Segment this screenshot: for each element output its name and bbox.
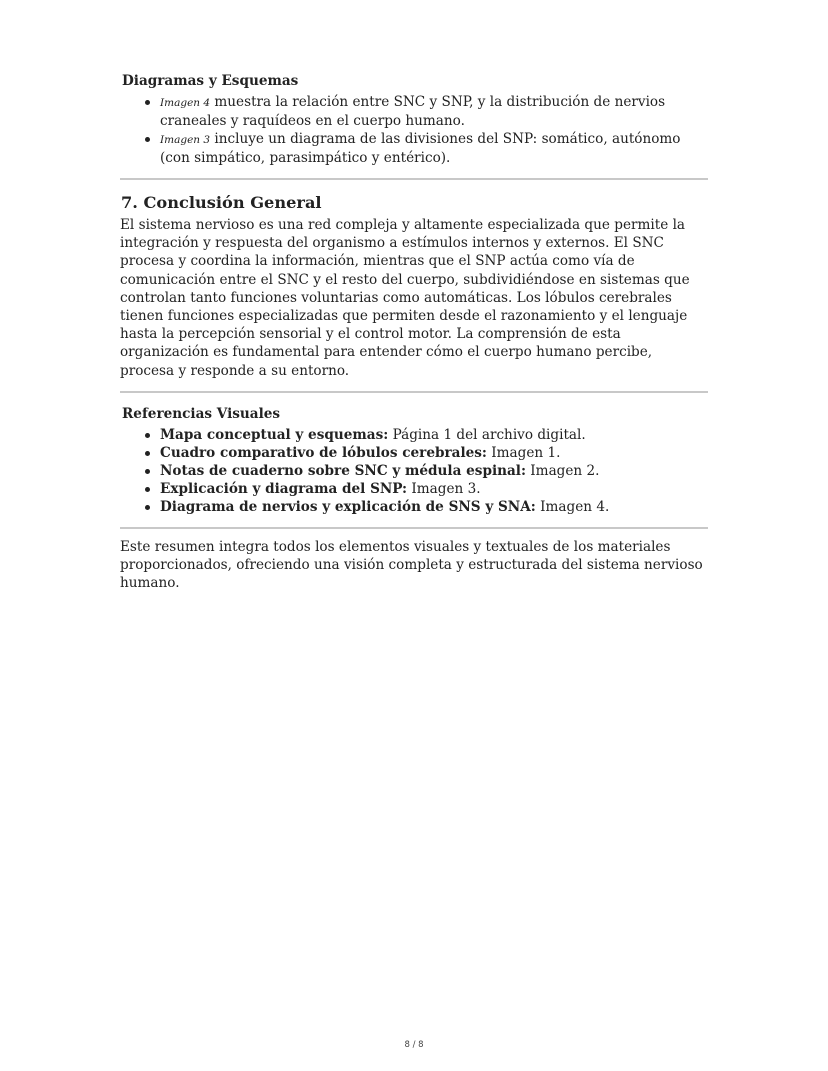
- list-item: [160, 93, 708, 130]
- diagramas-heading: Diagramas y Esquemas: [122, 73, 299, 89]
- reference-label: Mapa conceptual y esquemas:: [160, 426, 389, 443]
- reference-value: Imagen 2.: [525, 462, 600, 479]
- list-item: [160, 480, 708, 498]
- list-item: [160, 444, 708, 462]
- diagramas-section: [120, 72, 708, 167]
- conclusion-paragraph: El sistema nervioso es una red compleja y altamente especializada que permite la integración y respuesta del organismo a estímulos internos y externos. El SNC procesa y coordina la información, mientras que el SNP actúa como vía de comunicación entre el SNC y el resto del cuerpo, subdividiéndose en sistemas que controlan tanto funciones voluntarias como automáticas. Los lóbulos cerebrales tienen funciones especializadas que permiten desde el razonamiento y el lenguaje hasta la percepción sensorial y el control motor. La comprensión de esta organización es fundamental para entender cómo el cuerpo humano percibe, procesa y responde a su entorno.: [120, 217, 690, 379]
- document-page: [120, 72, 708, 592]
- closing-paragraph: Este resumen integra todos los elementos visuales y textuales de los materiales proporcionados, ofreciendo una visión completa y estructurada del sistema nervioso humano.: [120, 538, 703, 592]
- diagramas-list: [120, 93, 708, 167]
- list-item-text: muestra la relación entre SNC y SNP, y la distribución de nervios craneales y raquídeos en el cuerpo humano.: [160, 94, 666, 129]
- section-divider: [120, 391, 708, 393]
- section-divider: [120, 527, 708, 529]
- reference-label: Explicación y diagrama del SNP:: [160, 480, 408, 497]
- reference-value: Imagen 4.: [535, 498, 610, 515]
- referencias-list: [120, 426, 708, 516]
- section-divider: [120, 178, 708, 180]
- list-item: [160, 498, 708, 516]
- reference-value: Imagen 1.: [486, 444, 561, 461]
- list-item: [160, 130, 708, 167]
- reference-value: Página 1 del archivo digital.: [388, 426, 586, 443]
- list-item: [160, 426, 708, 444]
- image-reference: Imagen 3: [160, 134, 211, 146]
- referencias-section: [120, 405, 708, 516]
- reference-value: Imagen 3.: [407, 480, 481, 497]
- page-number: 8 / 8: [404, 1040, 424, 1050]
- reference-label: Notas de cuaderno sobre SNC y médula espinal:: [160, 462, 526, 479]
- reference-label: Cuadro comparativo de lóbulos cerebrales:: [160, 444, 487, 461]
- conclusion-section: [120, 192, 708, 380]
- referencias-heading: Referencias Visuales: [122, 405, 281, 422]
- closing-section: [120, 538, 708, 593]
- image-reference: Imagen 4: [160, 97, 211, 109]
- list-item-text: incluye un diagrama de las divisiones del SNP: somático, autónomo (con simpático, parasimpático y entérico).: [160, 131, 681, 166]
- reference-label: Diagrama de nervios y explicación de SNS y SNA:: [160, 498, 536, 515]
- list-item: [160, 462, 708, 480]
- conclusion-heading: 7. Conclusión General: [121, 193, 322, 212]
